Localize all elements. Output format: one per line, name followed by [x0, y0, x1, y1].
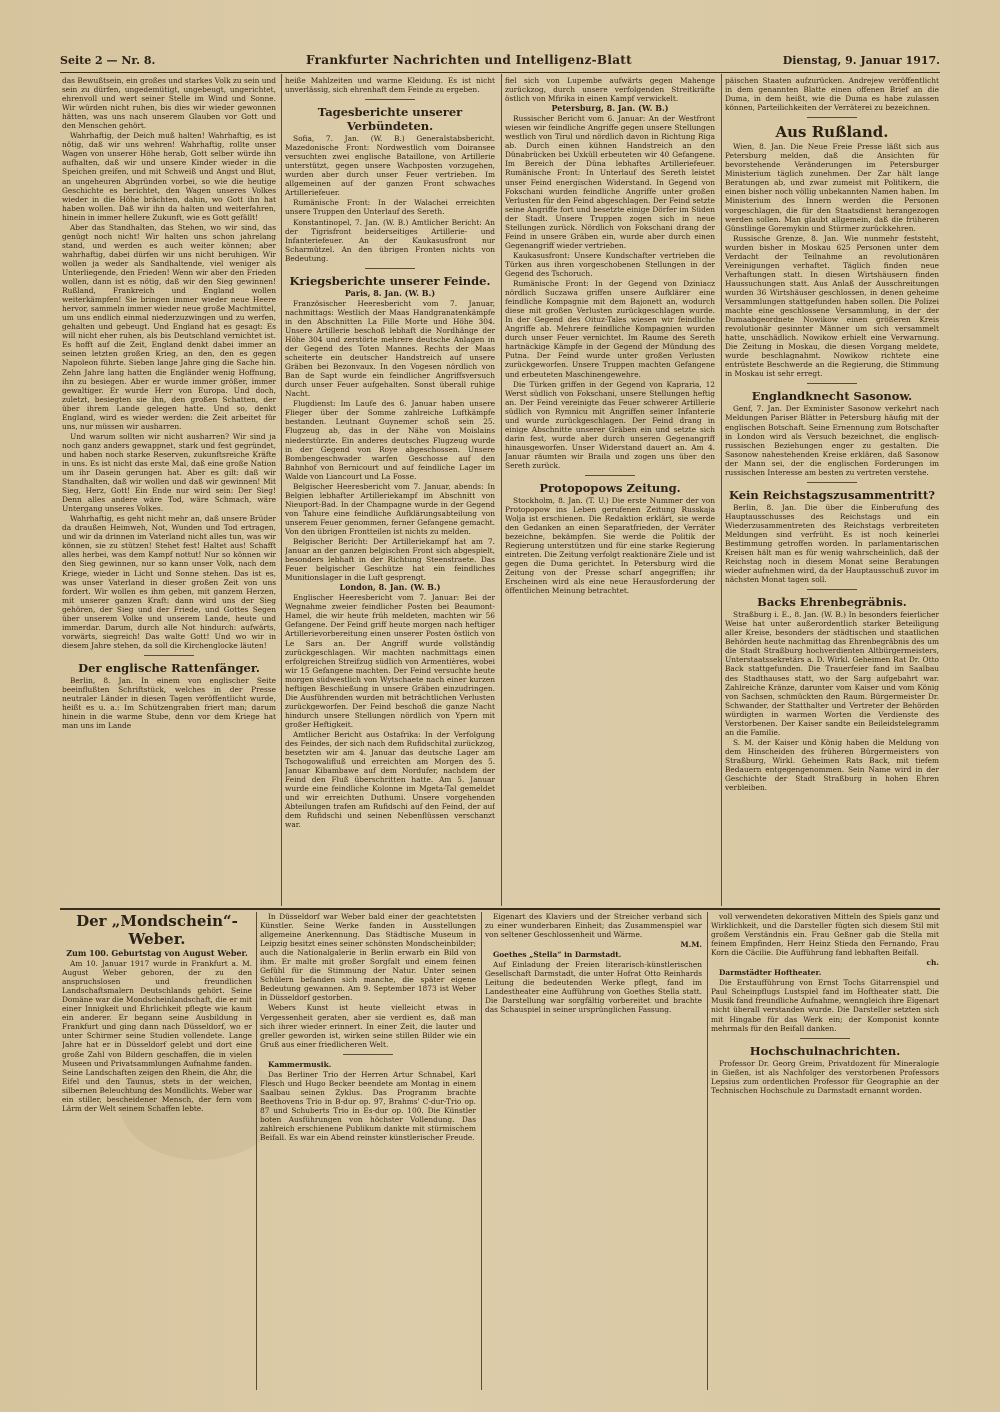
column-divider [501, 74, 502, 906]
column-divider [281, 74, 282, 906]
headline-reichstag: Kein Reichstagszusammentritt? [728, 487, 936, 502]
column-3 [505, 76, 715, 904]
article-text: Konstantinopel, 7. Jan. (W. B.) Amtlicher Bericht: An der Tigrisfront beiderseitiges Artillerie- und Infanteriefeuer. An der Kaukasusfront nur Scharmützel. An den übrigen Fronten nichts von Bedeutung. [285, 217, 495, 263]
article-text: voll verwendeten dekorativen Mitteln des Spiels ganz und Wirklichkeit, und die Darsteller fügten sich diesem Stil mit großem Verständnis ein. Frau Geßner gab die Stella mit feinem Empfinden, Herr Heinz Stieda den Fernando, Frau Korn die Cäcilie. Die Aufführung fand lebhaften Beifall. [711, 912, 939, 958]
column-1 [62, 76, 276, 904]
headline-tagesberichte: Tagesberichte unserer Verbündeten. [317, 105, 463, 134]
headline-kammermusik: Kammermusik. [268, 1059, 332, 1069]
article-text: Genf, 7. Jan. Der Exminister Sasonow verkehrt nach Meldungen Pariser Blätter in Petersburg häufig mit der englischen Botschaft. Seine Ernennung zum Botschafter in London wird als Versuch bezeichnet, die englisch-russischen Beziehungen enger zu gestalten. Die Sasonow nahestehenden Kreise erklären, daß Sasonow der Mann sei, der die englischen Forderungen im russischen Interesse am besten zu vertreten verstehe. [725, 404, 939, 477]
article-text: Das Berliner Trio der Herren Artur Schnabel, Karl Flesch und Hugo Becker beendete am Montag in einem Saalbau seinen Zyklus. Das Programm brachte Beethovens Trio in B-dur op. 97, Brahms' C-dur-Trio op. 87 und Schuberts Trio in Es-dur op. 100. Die Künstler boten Ausführungen von höchster Vollendung. Das zahlreich erschienene Publikum dankte mit stürmischem Beifall. Es war ein Abend reinster künstlerischer Freude. [260, 1069, 476, 1143]
section-separator [365, 99, 415, 100]
article-text: Stockholm, 8. Jan. (T. U.) Die erste Nummer der von Protopopow ins Leben gerufenen Zeitung Russkaja Wolja ist erschienen. Die Redaktion erklärt, sie werde den Gedanken an einen Separatfrieden, der Verräter bezeichne, bekämpfen. Sie werde die Politik der Regierung unterstützen und für eine starke Regierung eintreten. Die Zeitung verfolgt reaktionäre Ziele und ist gegen die Duma gerichtet. In Petersburg wird die Zeitung von der Presse scharf angegriffen; ihr Erscheinen wird als eine neue Herausforderung der öffentlichen Meinung betrachtet. [505, 496, 715, 596]
article-text: Und warum sollten wir nicht ausharren? Wir sind ja noch ganz anders gewappnet, stark und fest gegründet, und haben noch starke Reserven, zukunftsreiche Kräfte in uns. Es ist nicht das erste Mal, daß eine große Nation um ihr Dasein gerungen hat. Aber es gilt: daß wir Standhalten, daß wir wollen und daß wir gewinnen! Mit Sieg, Herz, Gott! Ein Ende nur wird sein: Der Sieg! Denn alles andere wäre Tod, wäre Schmach, wäre Untergang unseres Volkes. [62, 431, 276, 514]
article-text: Französischer Heeresbericht vom 7. Januar, nachmittags: Westlich der Maas Handgranatenkämpfe in den Abschnitten La Fille Morte und Höhe 304. Unsere Artillerie beschoß lebhaft die Nordhänge der Höhe 304 und zerstörte mehrere deutsche Anlagen in der Gegend des Toten Mannes. Rechts der Maas scheiterte ein deutscher Handstreich auf unsere Gräben bei Bezonvaux. In den Vogesen nördlich von Ban de Sapt wurde ein feindlicher Angriffsversuch durch unser Feuer aufgehalten. Sonst überall ruhige Nacht. [285, 298, 495, 399]
article-text: Am 10. Januar 1917 wurde in Frankfurt a. M. August Weber geboren, der zu den anspruchslosen und freundlichen Landschaftsmalern Deutschlands gehört. Seine Domäne war die Mondscheinlandschaft, die er mit einer Innigkeit und Ehrlichkeit pflegte wie kaum ein anderer. Er begann seine Ausbildung in Frankfurt und ging dann nach Düsseldorf, wo er unter Schirmer seine Studien vollendete. Lange Jahre hat er in Düsseldorf gelebt und dort eine große Zahl von Bildern geschaffen, die in vielen Museen und Privatsammlungen Aufnahme fanden. Seine Landschaften zeigen den Rhein, die Ahr, die Eifel und den Taunus, stets in der weichen, silbernen Beleuchtung des Mondlichts. Weber war ein stiller, bescheidener Mensch, der fern vom Lärm der Welt seinem Schaffen lebte. [62, 959, 252, 1113]
headline-aus-russland: Aus Rußland. [775, 123, 889, 142]
headline-hoftheater: Darmstädter Hoftheater. [719, 968, 822, 978]
headline-back: Backs Ehrenbegräbnis. [757, 595, 907, 610]
section-separator [585, 475, 635, 476]
headline-mondschein-weber: Der „Mondschein“-Weber. [76, 912, 238, 948]
article-text: Kaukasusfront: Unsere Kundschafter vertrieben die Türken aus ihren vorgeschobenen Stellungen in der Gegend des Tschoruch. [505, 250, 715, 278]
article-text: Eigenart des Klaviers und der Streicher verband sich zu einer wunderbaren Einheit; das Zusammenspiel war von seltener Geschlossenheit und Wärme. [485, 912, 702, 940]
article-text [711, 968, 939, 977]
article-text: Russische Grenze, 8. Jan. Wie nunmehr feststeht, wurden bisher in Moskau 625 Personen unter dem Verdacht der Teilnahme an revolutionären Vereinigungen verhaftet. Täglich finden neue Verhaftungen statt. In diesen Wirtshäusern finden Haussuchungen statt. Aus Anlaß der Ausschreitungen wurden 36 Wirtshäuser geschlossen, in denen geheime Versammlungen stattgefunden haben sollen. Die Polizei machte eine geschlossene Versammlung, in der der Dumaabgeordnete Nowikow einen größeren Kreis revolutionär gesinnter Männer um sich versammelt hatte, unschädlich. Nowikow erhielt eine Verwarnung. Die Zeitung in Moskau, die diesen Vorgang meldete, wurde beschlagnahmt. Nowikow richtete eine entrüstete Beschwerde an die Regierung, die Stimmung in Moskau ist sehr erregt. [725, 233, 939, 379]
article-text: Rumänische Front: In der Gegend von Dziniacz nördlich Suczawa griffen unsere Aufklärer eine feindliche Kompagnie mit dem Bajonett an, wodurch diese mit großen Verlusten zurückgeschlagen wurde. In der Gegend des Oituz-Tales wiesen wir feindliche Angriffe ab. Mehrere feindliche Kompagnien wurden durch unser Feuer vernichtet. Im Raume des Sereth hartnäckige Kämpfe in der Gegend der Mündung des Putna. Der Feind wurde unter großen Verlusten zurückgeworfen. Unsere Truppen machten Gefangene und erbeuteten Maschinengewehre. [505, 279, 715, 379]
article-text: Webers Kunst ist heute vielleicht etwas in Vergessenheit geraten, aber sie verdient es, daß man sich ihrer wieder erinnert. In einer Zeit, die lauter und greller geworden ist, wirken seine stillen Bilder wie ein Gruß aus einer friedlicheren Welt. [260, 1003, 476, 1049]
dateline: Paris, 8. Jan. (W. B.) [344, 287, 436, 298]
article-text: Berlin, 8. Jan. Die über die Einberufung des Hauptausschusses des Reichstags und ein Wiederzusammentreten des Reichstags verbreiteten Meldungen sind verfrüht. Es ist noch keinerlei Bestimmung getroffen worden. In parlamentarischen Kreisen hält man es für wenig wahrscheinlich, daß der Reichstag noch in diesem Monat seine Beratungen wieder aufnehmen wird, da der Hauptausschuß zuvor im nächsten Monat tagen soll. [725, 502, 939, 585]
section-separator [144, 655, 194, 656]
headline-protopopow: Protopopows Zeitung. [539, 481, 681, 496]
article-text: Berlin, 8. Jan. In einem von englischer Seite beeinflußten Schriftstück, welches in der Presse neutraler Länder in diesen Tagen veröffentlicht wurde, heißt es u. a.: Im Schützengraben friert man; darum hinein in die warme Stube, denn vor dem Kriege hat man uns im Lande [62, 675, 276, 731]
section-separator [343, 1054, 393, 1055]
article-text: Englischer Heeresbericht vom 7. Januar: Bei der Wegnahme zweier feindlicher Posten bei Beaumont-Hamel, die wir heute früh meldeten, machten wir 56 Gefangene. Der Feind griff heute morgen nach heftiger Artillerievorbereitung einen unserer Posten östlich von Le Sars an. Der Angriff wurde vollständig zurückgeschlagen. Wir machten nachmittags einen erfolgreichen Streifzug südlich von Armentières, wobei wir 15 Gefangene machten. Der Feind versuchte heute morgen südwestlich von Wytschaete nach einer kurzen heftigen Beschießung in unsere Gräben einzudringen. Die Ausführenden wurden mit beträchtlichen Verlusten zurückgeworfen. Der Feind beschoß die ganze Nacht hindurch unsere Stellungen nördlich von Ypern mit großer Heftigkeit. [285, 593, 495, 729]
headline-kriegsberichte: Kriegsberichte unserer Feinde. [289, 273, 491, 288]
article-text: Aber das Standhalten, das Stehen, wo wir sind, das genügt noch nicht! Wir halten uns schon jahrelang stand, und werden es auch weiter können; aber wahrhaftig, dabei dürfen wir uns nicht beruhigen. Wir wollen ja weder als Sandhaltende, viel weniger als Unterliegende, den Frieden! Wenn wir aber den Frieden wollen, dann ist es nötig, daß wir den Sieg gewinnen! Rußland, Frankreich und England wollen weiterkämpfen! Sie bringen immer wieder neue Heere hervor, sammeln immer wieder neue große Machtmittel, um uns endlich einmal niederzuzwingen und zu werfen, gehalten und gebeugt. Und England hat es gesagt: Es will nicht eher ruhen, als bis Deutschland vernichtet ist. Es hofft auf die Zeit, England denkt dabei immer an seinen letzten großen Krieg, an den, den es gegen Napoleon führte. Sieben lange Jahre ging die Sache hin. Zehn Jahre lang hatten die Engländer wenig Hoffnung, ihn zu besiegen. Aber er wurde immer größer, immer gewaltiger. Er wurde Herr von Europa. Und doch, zuletzt, besiegten sie ihn, den großen Schatten, der über ihrem Lande gelegen hatte. Und so, denkt England, wird es wieder werden: die Zeit arbeitet für uns, nur müssen wir ausharren. [62, 222, 276, 431]
issue-date: Dienstag, 9. Januar 1917. [782, 53, 940, 67]
subheadline: Zum 100. Geburtstag von August Weber. [66, 948, 248, 958]
article-text: Professor Dr. Georg Greim, Privatdozent für Mineralogie in Gießen, ist als Nachfolger des verstorbenen Professors Lepsius zum ordentlichen Professor für Geographie an der Technischen Hochschule zu Darmstadt ernannt worden. [711, 1058, 939, 1095]
feuilleton-column-2 [260, 912, 476, 1390]
author-signature: M.M. [680, 940, 702, 950]
article-text: Russischer Bericht vom 6. Januar: An der Westfront wiesen wir feindliche Angriffe gegen unsere Stellungen westlich von Tirul und nördlich davon in Richtung Riga ab. Durch einen kühnen Handstreich an den Dünabrücken bei Uxküll erbeuteten wir 40 Gefangene. Im Bereich der Düna lebhaftes Artilleriefeuer. Rumänische Front: In Unterlauf des Sereth leistet unser Feind energischen Widerstand. In Gegend von Fokschani wurden feindliche Angriffe unter großen Verlusten für den Feind abgeschlagen. Der Feind setzte seine Angriffe fort und besetzte einige Dörfer im Süden der Stadt. Unsere Truppen zogen sich in neue Stellungen zurück. Nördlich von Fokschani drang der Feind in unsere Gräben ein, wurde aber durch einen Gegenangriff wieder vertrieben. [505, 114, 715, 250]
article-text: S. M. der Kaiser und König haben die Meldung von dem Hinscheiden des früheren Bürgermeisters von Straßburg, Wirkl. Geheimen Rats Back, mit tiefem Bedauern entgegengenommen. Sein Name wird in der Geschichte der Stadt Straßburg in hohen Ehren verbleiben. [725, 737, 939, 793]
column-divider [481, 912, 482, 1390]
article-text: Wahrhaftig, der Deich muß halten! Wahrhaftig, es ist nötig, daß wir uns wehren! Wahrhaftig, rollte unser Wagen von unserer Höhe herab, Gott selber würde ihn aufhalten, daß wir und unsere Kinder wieder in die Speichen greifen, und mit Schweiß und Angst und Blut, an ungeheuren Abgründen vorbei, so wie die heutige Geschichte es berichtet, den Wagen unseres Volkes wieder in die Höhe brächten, dahin, wo Gott ihn hat haben wollen. Daß wir ihn da halten und weiterfahren, hinein in immer hellere Zukunft, wie es Gott gefällt! [62, 131, 276, 222]
author-signature: ch. [926, 958, 939, 968]
masthead [60, 50, 940, 70]
article-text: Amtlicher Bericht aus Ostafrika: In der Verfolgung des Feindes, der sich nach dem Rufidschital zurückzog, besetzten wir am 4. Januar das deutsche Lager am Tschogowalifluß und erreichten am Morgen des 5. Januar Kibambawe auf dem Nordufer, nachdem der Feind den Fluß überschritten hatte. Am 5. Januar wurde eine feindliche Kolonne im Mgeta-Tal gemeldet und wir erreichten Duthumi. Unsere vorgehenden Abteilungen trafen am Rufidschi auf den Feind, der auf dem Rufidschi und seinen Nebenflüssen verschanzt war. [285, 730, 495, 830]
article-text: Die Türken griffen in der Gegend von Kapraria, 12 Werst südlich von Fokschani, unsere Stellungen heftig an. Der Feind vereinigte das Feuer schwerer Artillerie südlich von Rymnicu mit Angriffen seiner Infanterie und wurde zurückgeschlagen. Der Feind drang in einige Abschnitte unserer Gräben ein und setzte sich darin fest, wurde aber durch unseren Gegenangriff hinausgeworfen. Unser Widerstand dauert an. Am 4. Januar räumten wir Braila und zogen uns über den Sereth zurück. [505, 379, 715, 470]
dateline: London, 8. Jan. (W. B.) [339, 582, 441, 593]
article-text [260, 1060, 476, 1069]
article-text: Rumänische Front: In der Walachei erreichten unsere Truppen den Unterlauf des Sereth. [285, 198, 495, 217]
headline-stella: Goethes „Stella“ in Darmstadt. [493, 950, 622, 960]
column-divider [256, 912, 257, 1390]
section-separator [807, 589, 857, 590]
column-2 [285, 76, 495, 904]
section-separator [365, 268, 415, 269]
feuilleton-column-1 [62, 912, 252, 1390]
article-text: Flugdienst: Im Laufe des 6. Januar haben unsere Flieger über der Somme zahlreiche Luftkämpfe bestanden. Leutnant Guynemer schoß sein 25. Flugzeug ab, das in der Nähe von Moislains niederstürzte. Ein anderes deutsches Flugzeug wurde in der Gegend von Roye abgeschossen. Unsere Bombengeschwader warfen Geschosse auf den Bahnhof von Bernicourt und auf feindliche Lager im Walde von Liancourt und La Fosse. [285, 399, 495, 481]
article-text: päischen Staaten aufzurücken. Andrejew veröffentlicht in dem genannten Blatte einen offenen Brief an die Duma, in dem heißt, wie die Duma es habe zulassen können, Parteilichkeiten der Verräterei zu bezeichnen. [725, 76, 939, 113]
feuilleton-column-3 [485, 912, 702, 1390]
article-text: das Bewußtsein, ein großes und starkes Volk zu sein und sein zu dürfen, ungedemütigt, ungebeugt, ungerichtet, ehrenvoll und wert seiner Stelle im Wind und Sonne. Wir würden nicht ruhen, bis dies wir wieder gewonnen hätten, was uns nach unserem Glauben vor Gott und den Menschen gehört. [62, 76, 276, 131]
section-separator [807, 482, 857, 483]
headline-rattenfaenger: Der englische Rattenfänger. [78, 660, 260, 675]
column-divider [707, 912, 708, 1390]
feuilleton-column-4 [711, 912, 939, 1390]
feuilleton-rule [60, 908, 940, 910]
article-text: Belgischer Bericht: Der Artilleriekampf hat am 7. Januar an der ganzen belgischen Front sich abgespielt, besonders lebhaft in der Richtung Steenstraete. Das Feuer belgischer Geschütze hat ein feindliches Munitionslager in die Luft gesprengt. [285, 537, 495, 583]
section-separator [807, 383, 857, 384]
article-text: Belgischer Heeresbericht vom 7. Januar, abends: In Belgien lebhafter Artilleriekampf im Abschnitt von Nieuport-Bad. In der Champagne wurde in der Gegend von Tahure eine feindliche Aufklärungsabteilung von unserem Feuer genommen, ferner Gefangene gemacht. Von den übrigen Frontteilen ist nichts zu melden. [285, 481, 495, 536]
article-text: Auf Einladung der Freien literarisch-künstlerischen Gesellschaft Darmstadt, die unter Hofrat Otto Reinhards Leitung die bedeutenden Werke pflegt, fand im Landestheater eine Aufführung von Goethes Stella statt. Die Darstellung war sorgfältig vorbereitet und brachte das Schauspiel in seiner ursprünglichen Fassung. [485, 960, 702, 1015]
article-text [485, 950, 702, 959]
article-text: Straßburg i. E., 8. Jan. (W. B.) In besonders feierlicher Weise hat unter außerordentlich starker Beteiligung aller Kreise, besonders der städtischen und staatlichen Behörden heute nachmittag das Ehrenbegräbnis des um die Stadt Straßburg hochverdienten Altbürgermeisters, Unterstaatssekretärs a. D. Wirkl. Geheimen Rat Dr. Otto Back stattgefunden. Die Trauerfeier fand im Saalbau des Stadthauses statt, wo der Sarg aufgebahrt war. Zahlreiche Kränze, darunter vom Kaiser und vom König von Sachsen, schmückten den Raum. Bürgermeister Dr. Schwander, der Statthalter und Vertreter der Behörden würdigten in warmen Worten die Verdienste des Verstorbenen. Der Kaiser sandte ein Beileidstelegramm an die Familie. [725, 610, 939, 737]
page-number: Seite 2 — Nr. 8. [60, 53, 156, 67]
column-4 [725, 76, 939, 904]
headline-hochschulnachrichten: Hochschulnachrichten. [749, 1043, 901, 1058]
headline-sasonow: Englandknecht Sasonow. [751, 389, 913, 404]
article-text: Wien, 8. Jan. Die Neue Freie Presse läßt sich aus Petersburg melden, daß die Ansichten für bevorstehende Veränderungen im Petersburger Ministerium täglich zunehmen. Der Zar hält lange Beratungen ab, und zwar zumeist mit Politikern, die einen bisher noch völlig unbekannten Namen haben. Im Ministerium des Innern werden die Personen vorgeschlagen, die für den Staatsdienst herangezogen werden sollen. Man glaubt allgemein, daß die früheren Günstlinge Goremykin und Stürmer zurückkehren. [725, 142, 939, 233]
article-text: Sofia, 7. Jan. (W. B.) Generalstabsbericht. Mazedonische Front: Nordwestlich vom Doiransee versuchten zwei englische Bataillone, von Artillerie unterstützt, gegen unsere Wachposten vorzugehen, wurden aber durch unser Feuer vertrieben. Im allgemeinen auf der ganzen Front schwaches Artilleriefeuer. [285, 134, 495, 198]
masthead-rule [60, 72, 940, 73]
article-text: fiel sich von Lupembe aufwärts gegen Mahenge zurückzog, durch unsere verfolgenden Streitkräfte östlich von Mfirika in einen Kampf verwickelt. [505, 76, 715, 104]
section-separator [800, 1038, 850, 1039]
article-text: In Düsseldorf war Weber bald einer der geachtetsten Künstler. Seine Werke fanden in Ausstellungen allgemeine Anerkennung. Das Städtische Museum in Leipzig besitzt eines seiner schönsten Mondscheinbilder; auch die Nationalgalerie in Berlin erwarb ein Bild von ihm. Er malte mit großer Sorgfalt und einem feinen Gefühl für die Stimmung der Natur. Unter seinen Schülern befanden sich manche, die später eigene Bedeutung gewannen. Am 9. September 1873 ist Weber in Düsseldorf gestorben. [260, 912, 476, 1003]
article-text: Wahrhaftig, es geht nicht mehr an, daß unsere Brüder da draußen Heimweh, Not, Wunden und Tod ertragen, und wir da drinnen im Vaterland nicht alles tun, was wir können, sie zu stützen! Stehet fest! Haltet aus! Schafft alles herbei, was dem Kampf nottut! Nur so können wir den Sieg gewinnen, nur so kann unser Volk, nach dem Kriege, wieder in Licht und Sonne stehen. Das ist es, was unser Vaterland in dieser großen Zeit von uns fordert. Wir wollen es ihm geben, mit ganzem Herzen, mit unserer ganzen Kraft: dann wird uns der Sieg gehören, der Sieg und der Friede, und Gottes Segen über unserem Volke und unserem Lande, heute und immerdar. Darum, durch alle Not hindurch: aufwärts, vorwärts, siegreich! Das walte Gott! Und wo wir in diesem Jahre stehen, da soll die Kirchenglocke läuten! [62, 514, 276, 650]
article-text: heiße Mahlzeiten und warme Kleidung. Es ist nicht unverlässig, sich ehrenhaft dem Feinde zu ergeben. [285, 76, 495, 95]
dateline: Petersburg, 8. Jan. (W. B.) [551, 103, 669, 114]
newspaper-title: Frankfurter Nachrichten und Intelligenz-Blatt [306, 53, 632, 67]
column-divider [721, 74, 722, 906]
article-text: Die Erstaufführung von Ernst Tochs Gitarrenspiel und Paul Scheinpflugs Lustspiel fand im Hoftheater statt. Die Musik fand freundliche Aufnahme, wenngleich ihre Eigenart nicht überall verstanden wurde. Die Darsteller setzten sich mit Hingabe für das Werk ein; der Komponist konnte mehrmals für den Beifall danken. [711, 978, 939, 1033]
section-separator [807, 117, 857, 118]
